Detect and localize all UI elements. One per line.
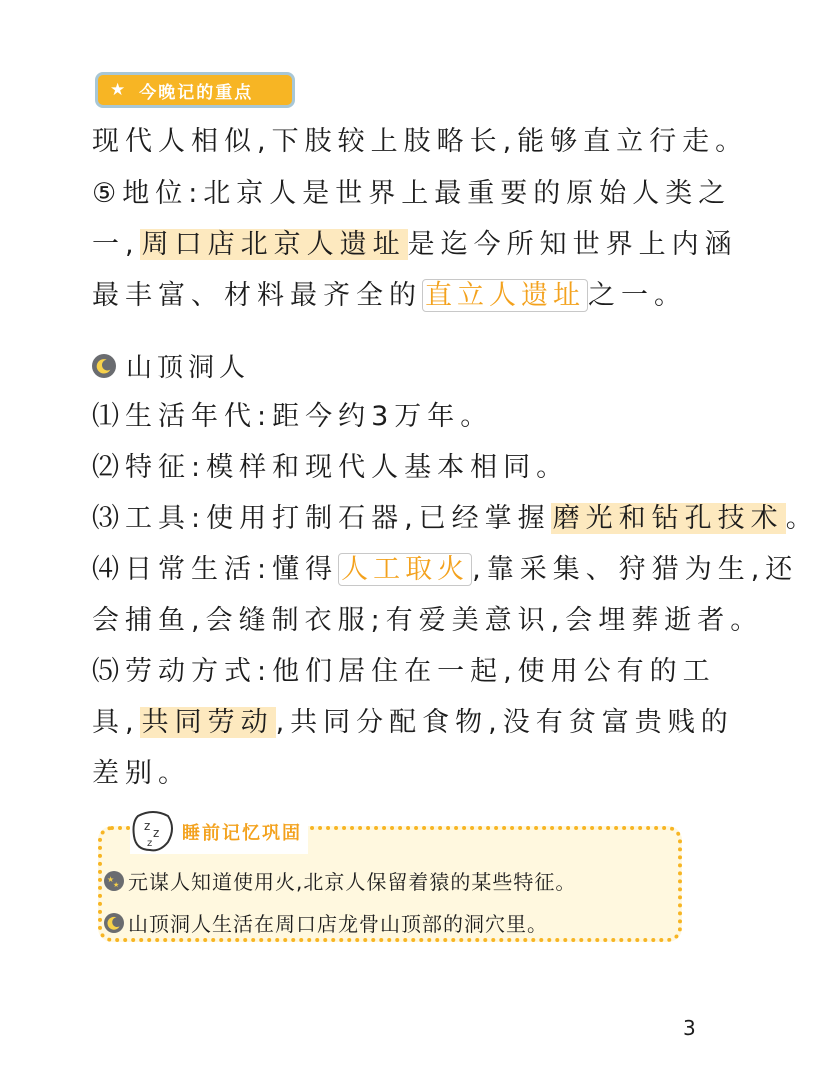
text-fragment: ,共同分配食物,没有贫富贵贱的 — [275, 707, 734, 738]
list-item-continued — [92, 703, 734, 743]
memo-item — [104, 908, 548, 937]
text-fragment: ⑶工具:使用打制石器,已经掌握 — [92, 503, 551, 534]
boxed-term: 人工取火 — [338, 553, 472, 586]
svg-text:★: ★ — [113, 880, 121, 889]
memo-header — [130, 810, 308, 854]
text-fragment: ,靠采集、狩猎为生,还 — [472, 554, 799, 585]
text-fragment: 一, — [92, 229, 140, 260]
memo-item-text: 元谋人知道使用火,北京人保留着猿的某些特征。 — [128, 870, 577, 894]
text-line — [92, 225, 738, 265]
moon-icon — [92, 354, 116, 378]
text-fragment: 。 — [785, 503, 819, 534]
zzz-sleep-icon — [130, 810, 176, 854]
star-icon: ★ — [110, 80, 128, 100]
text-line: 现代人相似,下肢较上肢略长,能够直立行走。 — [92, 126, 749, 157]
list-item — [92, 499, 819, 539]
memo-item — [104, 866, 576, 895]
stars-icon — [104, 871, 124, 891]
tag-label: 今晚记的重点 — [139, 82, 254, 103]
section-title: 山顶洞人 — [126, 353, 251, 383]
text-line — [92, 276, 687, 316]
list-item: ⑴生活年代:距今约3万年。 — [92, 401, 494, 432]
svg-text:z: z — [144, 819, 151, 833]
list-item-continued: 差别。 — [92, 758, 191, 789]
text-fragment: 最丰富、材料最齐全的 — [92, 280, 422, 311]
highlighted-term: 周口店北京人遗址 — [141, 229, 406, 260]
page-number: 3 — [683, 1016, 696, 1040]
text-fragment: 之一。 — [588, 280, 687, 311]
memo-item-text: 山顶洞人生活在周口店龙骨山顶部的洞穴里。 — [128, 912, 548, 936]
list-item: ⑵特征:模样和现代人基本相同。 — [92, 452, 570, 483]
svg-text:★: ★ — [107, 874, 116, 884]
svg-text:z: z — [147, 838, 153, 849]
text-fragment: 是迄今所知世界上内涵 — [407, 229, 738, 260]
svg-text:z: z — [153, 826, 160, 840]
text-line: ⑤地位:北京人是世界上最重要的原始人类之 — [92, 178, 732, 209]
section-heading — [92, 347, 250, 384]
text-fragment: 具, — [92, 707, 140, 738]
key-points-tag — [95, 72, 295, 108]
list-item — [92, 550, 798, 590]
highlighted-term: 共同劳动 — [141, 707, 274, 738]
boxed-term: 直立人遗址 — [422, 279, 588, 312]
memo-title: 睡前记忆巩固 — [182, 823, 302, 844]
list-item-continued: 会捕鱼,会缝制衣服;有爱美意识,会埋葬逝者。 — [92, 605, 764, 636]
text-fragment: ⑷日常生活:懂得 — [92, 554, 339, 585]
highlighted-term: 磨光和钻孔技术 — [552, 503, 784, 534]
list-item: ⑸劳动方式:他们居住在一起,使用公有的工 — [92, 656, 716, 687]
moon-icon — [104, 913, 124, 933]
